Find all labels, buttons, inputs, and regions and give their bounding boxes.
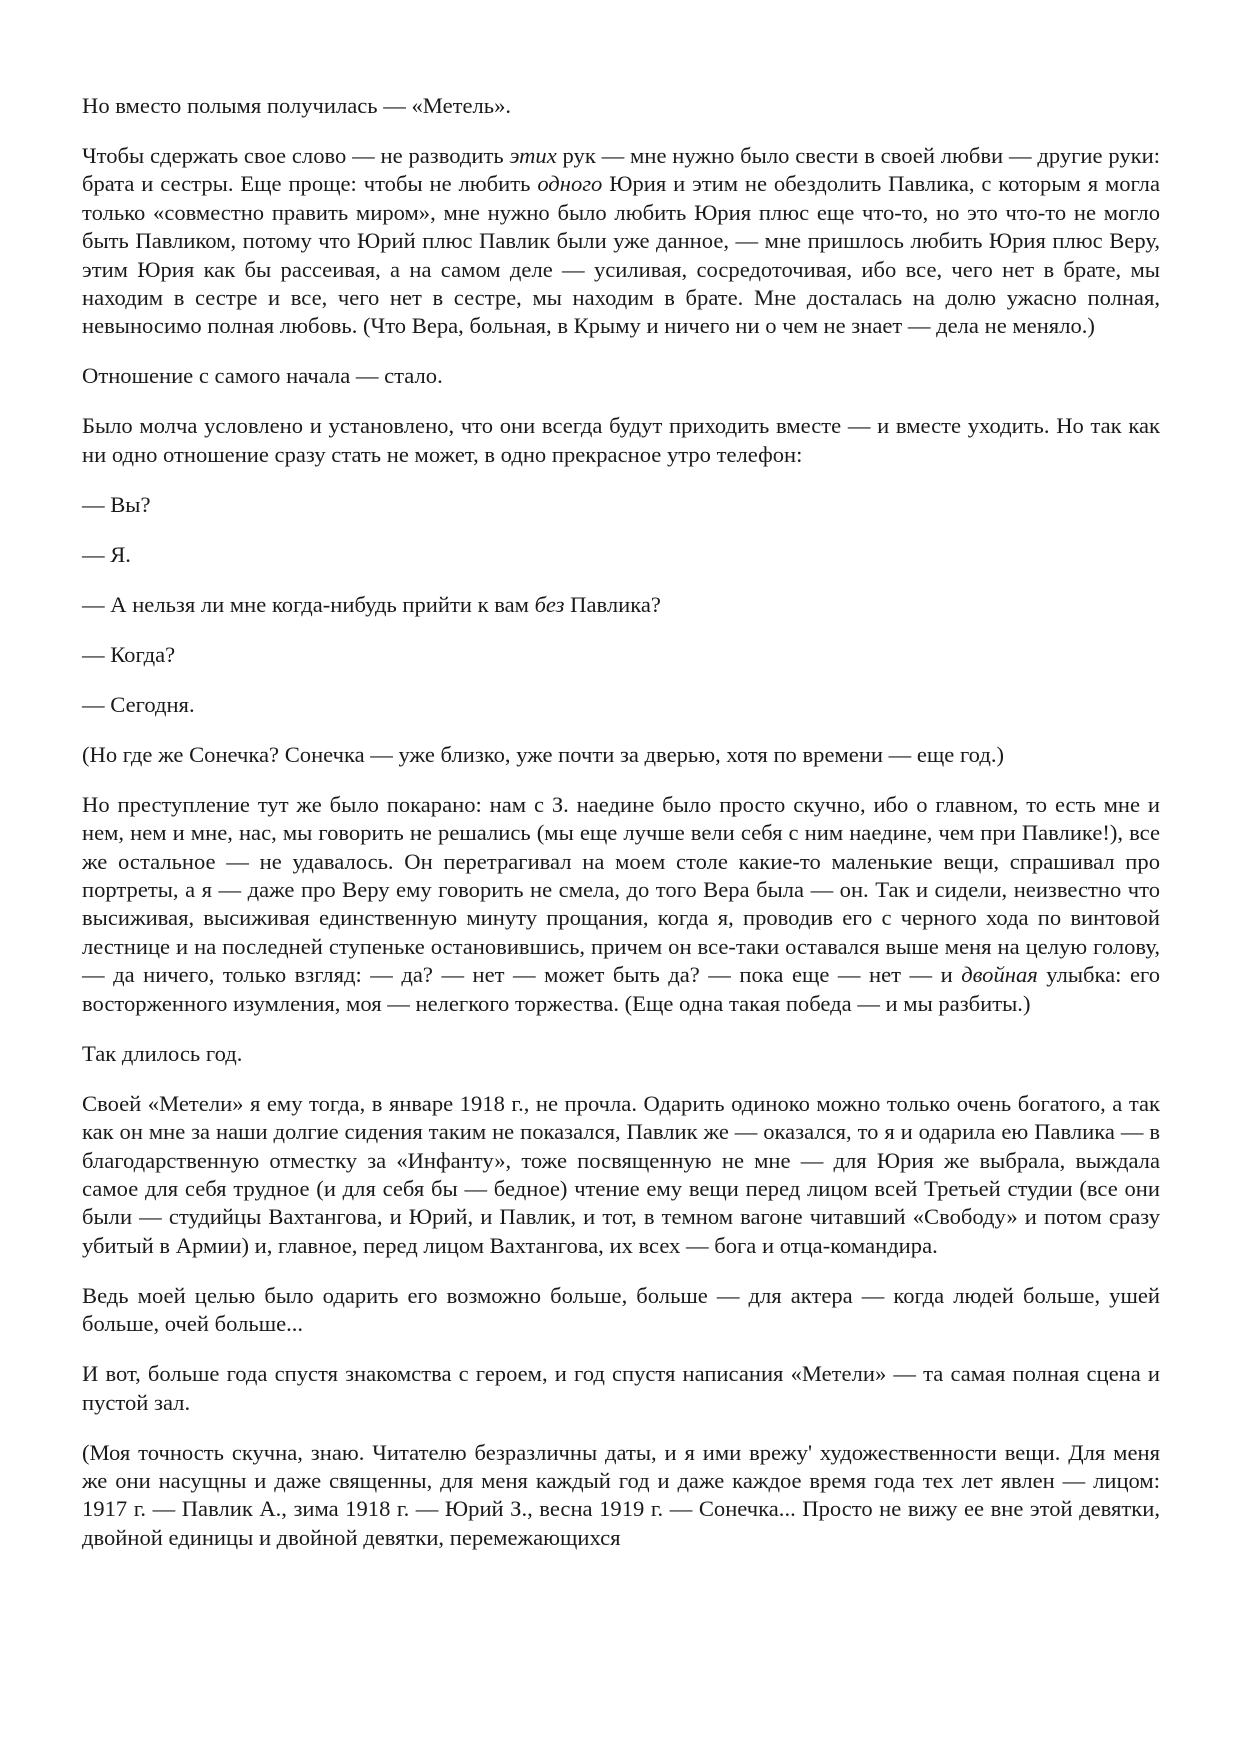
text-run: рук — мне нужно было свести в своей любви — другие руки: брата и сестры. Еще проще: чтобы не любить <box>82 143 1160 197</box>
paragraph <box>82 1360 1160 1417</box>
italic-text: этих <box>509 143 557 168</box>
paragraph <box>82 491 1160 519</box>
paragraph <box>82 741 1160 769</box>
text-run: — Я. <box>82 541 131 567</box>
text-run: Так длилось год. <box>82 1040 243 1066</box>
text-run: улыбка: его восторженного изумления, моя — нелегкого торжества. (Еще одна такая победа — и мы разбиты.) <box>82 962 1160 1016</box>
text-run: Но преступление тут же было покарано: нам с З. наедине было просто скучно, ибо о главном, то есть мне и нем, нем и мне, нас, мы говорить не решались (мы еще лучше вели себя с ним наедине, чем при Павлике!), все же остальное — не удавалось. Он перетрагивал на моем столе какие-то маленькие вещи, спрашивал про портреты, а я — даже про Веру ему говорить не смела, до того Вера была — он. Так и сидели, неизвестно что высиживая, высиживая единственную минуту прощания, когда я, проводив его с черного хода по винтовой лестнице и на последней ступеньке остановившись, причем он все-таки оставался выше меня на целую голову, — да ничего, только взгляд: — да? — нет — может быть да? — пока еще — нет — и <box>82 791 1160 988</box>
italic-text: без <box>534 591 565 617</box>
text-run: И вот, больше года спустя знакомства с героем, и год спустя написания «Метели» — та самая полная сцена и пустой зал. <box>82 1361 1160 1415</box>
text-run: — А нельзя ли мне когда-нибудь прийти к вам <box>82 591 535 617</box>
document-page <box>82 92 1160 1552</box>
italic-text: одного <box>537 171 603 197</box>
text-run: — Когда? <box>82 641 176 667</box>
paragraph <box>82 142 1160 341</box>
text-run: Чтобы сдержать свое слово — не разводить <box>82 143 510 168</box>
paragraph <box>82 412 1160 469</box>
italic-text: двойная <box>961 962 1038 988</box>
paragraph <box>82 92 1160 120</box>
paragraph <box>82 541 1160 569</box>
text-run: Но вместо полымя получилась — «Метель». <box>82 93 512 118</box>
paragraph <box>82 791 1160 1018</box>
paragraph <box>82 1090 1160 1260</box>
text-run: Было молча условлено и установлено, что они всегда будут приходить вместе — и вместе уходить. Но так как ни одно отношение сразу стать не может, в одно прекрасное утро телефон: <box>82 413 1160 467</box>
text-run: — Вы? <box>82 491 151 517</box>
paragraph <box>82 691 1160 719</box>
paragraph <box>82 591 1160 619</box>
paragraph <box>82 641 1160 669</box>
text-run: (Моя точность скучна, знаю. Читателю безразличны даты, и я ими врежу' художественности вещи. Для меня же они насущны и даже священны, для меня каждый год и даже каждое время года тех лет явлен — лицом: 1917 г. — Павлик А., зима 1918 г. — Юрий З., весна 1919 г. — Сонечка... Просто не вижу ее вне этой девятки, двойной единицы и двойной девятки, перемежающихся <box>82 1439 1160 1550</box>
text-run: Павлика? <box>564 591 661 617</box>
paragraph <box>82 1282 1160 1339</box>
text-run: Отношение с самого начала — стало. <box>82 363 443 389</box>
text-run: Юрия и этим не обездолить Павлика, с которым я могла только «совместно править миром», мне нужно было любить Юрия плюс еще что-то, но это что-то не могло быть Павликом, потому что Юрий плюс Павлик были уже данное, — мне пришлось любить Юрия плюс Веру, этим Юрия как бы рассеивая, а на самом деле — усиливая, сосредоточивая, ибо все, чего нет в брате, мы находим в сестре и все, чего нет в сестре, мы находим в брате. Мне досталась на долю ужасно полная, невыносимо полная любовь. (Что Вера, больная, в Крыму и ничего ни о чем не знает — дела не меняло.) <box>82 171 1160 339</box>
text-run: (Но где же Сонечка? Сонечка — уже близко, уже почти за дверью, хотя по времени — еще год.) <box>82 741 1004 767</box>
paragraph <box>82 362 1160 390</box>
text-run: — Сегодня. <box>82 691 195 717</box>
paragraph <box>82 1439 1160 1553</box>
text-run: Своей «Метели» я ему тогда, в январе 1918 г., не прочла. Одарить одиноко можно только очень богатого, а так как он мне за наши долгие сидения таким не показался, Павлик же — оказался, то я и одарила ею Павлика — в благодарственную отместку за «Инфанту», тоже посвященную не мне — для Юрия же выбрала, выждала самое для себя трудное (и для себя бы — бедное) чтение ему вещи перед лицом всей Третьей студии (все они были — студийцы Вахтангова, и Юрий, и Павлик, и тот, в темном вагоне читавший «Свободу» и потом сразу убитый в Армии) и, главное, перед лицом Вахтангова, их всех — бога и отца-командира. <box>82 1090 1160 1258</box>
paragraph <box>82 1040 1160 1068</box>
text-run: Ведь моей целью было одарить его возможно больше, больше — для актера — когда людей больше, ушей больше, очей больше... <box>82 1282 1160 1337</box>
